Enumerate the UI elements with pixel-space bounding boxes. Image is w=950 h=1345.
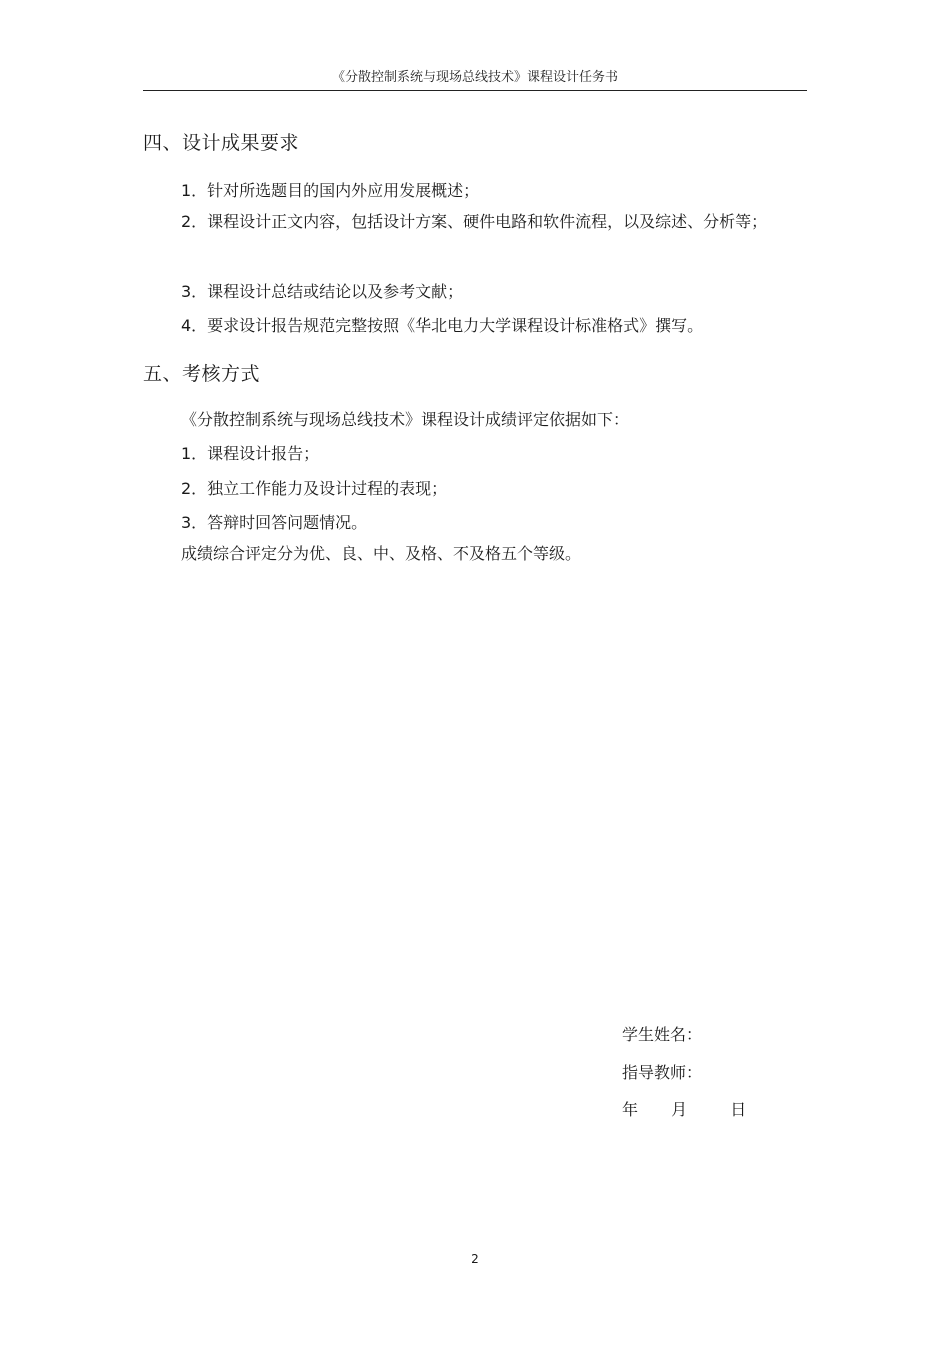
section-4-item-1: 1．针对所选题目的国内外应用发展概述； xyxy=(181,181,480,200)
date-day: 日 xyxy=(730,1100,747,1119)
section-5-intro: 《分散控制系统与现场总线技术》课程设计成绩评定依据如下： xyxy=(181,410,630,429)
student-name-label: 学生姓名： xyxy=(622,1025,703,1044)
date-line xyxy=(622,1097,746,1120)
section-5-title: 五、考核方式 xyxy=(143,363,261,385)
section-5-item-3: 3．答辩时回答问题情况。 xyxy=(181,513,368,532)
section-5-grading: 成绩综合评定分为优、良、中、及格、不及格五个等级。 xyxy=(181,544,582,563)
page-number: 2 xyxy=(471,1252,479,1266)
section-5-item-2: 2．独立工作能力及设计过程的表现； xyxy=(181,479,448,498)
advisor-label: 指导教师： xyxy=(622,1063,703,1082)
section-5-item-1: 1．课程设计报告； xyxy=(181,444,320,463)
date-month: 月 xyxy=(671,1100,688,1119)
section-4-item-2: 2．课程设计正文内容，包括设计方案、硬件电路和软件流程，以及综述、分析等； xyxy=(181,212,768,231)
header-divider xyxy=(143,90,807,91)
page-header: 《分散控制系统与现场总线技术》课程设计任务书 xyxy=(331,70,618,85)
date-year: 年 xyxy=(622,1100,639,1119)
section-4-item-3: 3．课程设计总结或结论以及参考文献； xyxy=(181,282,464,301)
section-4-item-4: 4．要求设计报告规范完整按照《华北电力大学课程设计标准格式》撰写。 xyxy=(181,316,704,335)
section-4-title: 四、设计成果要求 xyxy=(143,132,300,154)
